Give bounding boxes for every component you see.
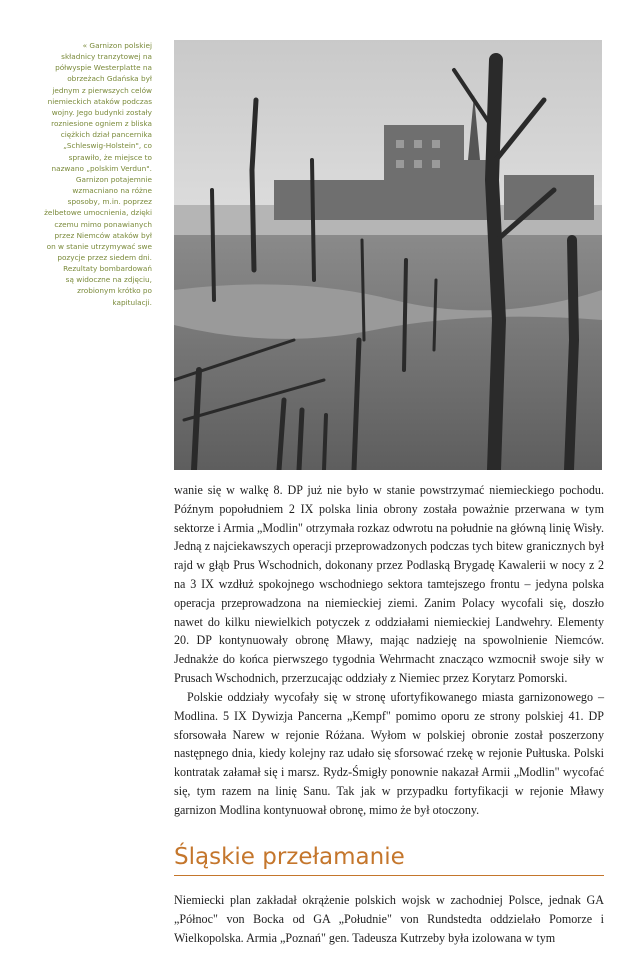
section-heading-rule: [174, 875, 604, 876]
body-paragraph-3: Niemiecki plan zakładał okrążenie polskich wojsk w zachodniej Polsce, jednak GA „Północ" von Bocka od GA „Południe" von Rundstedta oddzielało Pomorze i Wielkopolska. Armia „Poznań" gen. Tadeusza Kutrzeby była izolowana w tym: [174, 893, 604, 945]
body-paragraph-2: Polskie oddziały wycofały się w stronę ufortyfikowanego miasta garnizonowego – Modlina. 5 IX Dywizja Pancerna „Kempf" pomimo oporu ze strony polskiej 41. DP sforsowała Narew w rejonie Różana. Wyłom w polskiej obronie został poszerzony następnego dnia, kiedy kolejny raz udało się sforsować rzekę w rejonie Pułtuska. Polski kontratak załamał się i marsz. Rydz-Śmigły ponownie nakazał Armii „Modlin" wycofać się, tym razem na linię Sanu. Tak jak w przypadku fortyfikacji w rejonie Mławy garnizon Modlina kontynuował obronę, mimo że był otoczony.: [174, 690, 604, 817]
section-heading: Śląskie przełamanie: [174, 844, 405, 870]
body-paragraph-1: wanie się w walkę 8. DP już nie było w stanie powstrzymać niemieckiego pochodu. Późnym popołudniem 2 IX polska linia obrony została poważnie przerwana w tym sektorze i Armia „Modlin" otrzymała rozkaz odwrotu na południe na główną linię Wisły. Jedną z najciekawszych operacji przeprowadzonych podczas tych bitew granicznych był rajd w głąb Prus Wschodnich, dokonany przez Podlaską Brygadę Kawalerii w nocy z 2 na 3 IX wzdłuż spokojnego wschodniego sektora tamtejszego frontu – jedyna polska operacja przeprowadzona na niemieckiej ziemi. Zanim Polacy wycofali się, doszło nawet do kilku niewielkich potyczek z oddziałami niemieckiej Landwehry. Elementy 20. DP kontynuowały obronę Mławy, mając nadzieję na spowolnienie Niemców. Jednakże do końca pierwszego tygodnia Wehrmacht znacząco wzmocnił swoje siły w Prusach Wschodnich, przerzucając oddziały z Niemiec przez Korytarz Pomorski.: [174, 483, 604, 685]
westerplatte-photo: [174, 40, 602, 470]
photo-caption: « Garnizon polskiej składnicy tranzytowej na półwyspie Westerplatte na obrzeżach Gdańska był jednym z pierwszych celów niemieckich ataków podczas wojny. Jego budynki zostały rozniesione ogniem z bliska ciężkich dział pancernika „Schleswig-Holstein", co sprawiło, że miejsce to nazwano „polskim Verdun". Garnizon potajemnie wzmacniano na różne sposoby, m.in. poprzez żelbetowe umocnienia, dzięki czemu mimo ponawianych przez Niemców ataków był on w stanie utrzymywać swe pozycje przez siedem dni. Rezultaty bombardowań są widoczne na zdjęciu, zrobionym krótko po kapitulacji.: [44, 41, 152, 307]
